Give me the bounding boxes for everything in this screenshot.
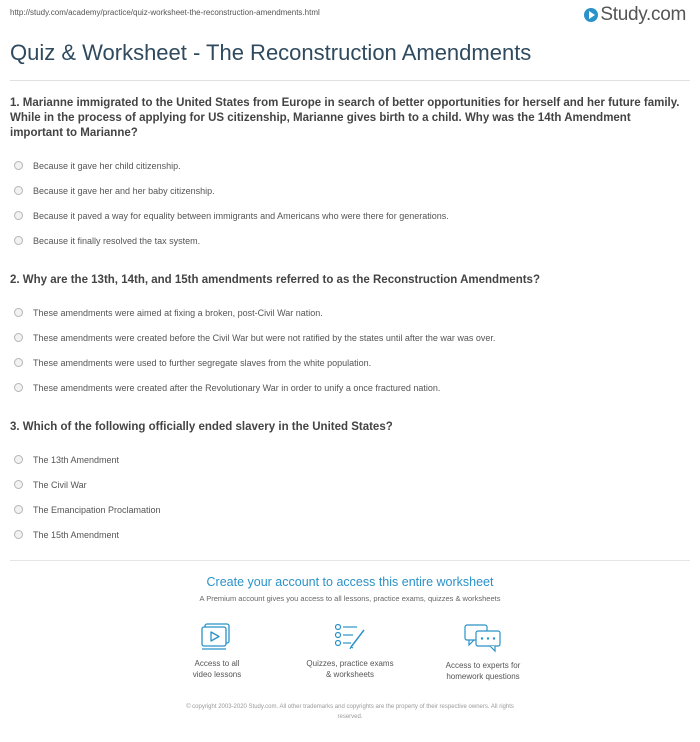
answer-option[interactable] (10, 350, 680, 375)
feature-label: homework questions (446, 672, 520, 681)
answer-option[interactable] (10, 375, 680, 400)
answer-label: The 15th Amendment (33, 529, 120, 540)
logo-text: Study.com (600, 4, 686, 25)
question-list (10, 96, 680, 567)
feature-label: & worksheets (325, 670, 375, 679)
radio-icon[interactable] (14, 308, 23, 317)
radio-icon[interactable] (14, 333, 23, 342)
play-logo-icon (584, 8, 598, 22)
answer-option[interactable] (10, 300, 680, 325)
answer-label: Because it gave her child citizenship. (33, 160, 181, 171)
answer-option[interactable] (10, 447, 680, 472)
answer-option[interactable] (10, 228, 680, 253)
copyright-text: © copyright 2003-2020 Study.com. All other trademarks and copyrights are the property of their respective owners. All rights (186, 704, 514, 710)
answer-label: Because it gave her and her baby citizenship. (33, 185, 215, 196)
radio-icon[interactable] (14, 480, 23, 489)
copyright-text: reserved. (337, 714, 363, 720)
answer-label: The 13th Amendment (33, 454, 120, 465)
feature-video-lessons (157, 622, 277, 680)
page-title: Quiz & Worksheet - The Reconstruction Amendments (10, 40, 532, 65)
radio-icon[interactable] (14, 358, 23, 367)
question-text: 3. Which of the following officially ended slavery in the United States? (10, 421, 393, 433)
study-logo[interactable] (584, 4, 686, 26)
answer-options (10, 447, 680, 547)
answer-label: Because it finally resolved the tax system. (33, 235, 201, 246)
section-divider (10, 560, 690, 561)
radio-icon[interactable] (14, 530, 23, 539)
answer-option[interactable] (10, 325, 680, 350)
copyright-footer (120, 702, 580, 722)
feature-label: Access to experts for (445, 661, 521, 670)
answer-label: These amendments were used to further segregate slaves from the white population. (33, 357, 372, 368)
answer-label: These amendments were created after the Revolutionary War in order to unify a once fractured nation. (33, 382, 441, 393)
premium-features (0, 622, 700, 692)
title-divider (10, 80, 690, 81)
video-lessons-icon (200, 622, 234, 652)
radio-icon[interactable] (14, 383, 23, 392)
feature-label: video lessons (192, 670, 242, 679)
answer-option[interactable] (10, 472, 680, 497)
feature-quizzes (290, 622, 410, 680)
top-bar (0, 0, 700, 30)
feature-label: Access to all (194, 659, 240, 668)
answer-option[interactable] (10, 203, 680, 228)
question-3 (10, 420, 680, 547)
question-text: 1. Marianne immigrated to the United States from Europe in search of better opportunities for herself and her future family. While in the process of applying for US citizenship, Marianne gives birth to a child. Why was the 14th Amendment important to Marianne? (10, 97, 680, 139)
answer-option[interactable] (10, 153, 680, 178)
premium-description: A Premium account gives you access to all lessons, practice exams, quizzes & worksheets (199, 594, 501, 603)
create-account-link[interactable]: Create your account to access this entire worksheet (206, 575, 494, 589)
answer-label: These amendments were created before the Civil War but were not ratified by the states until after the war was over. (33, 332, 496, 343)
answer-label: The Civil War (33, 479, 87, 490)
answer-label: Because it paved a way for equality between immigrants and Americans who were there for generations. (33, 210, 449, 221)
answer-label: These amendments were aimed at fixing a broken, post-Civil War nation. (33, 307, 323, 318)
radio-icon[interactable] (14, 455, 23, 464)
radio-icon[interactable] (14, 505, 23, 514)
question-2 (10, 273, 680, 400)
radio-icon[interactable] (14, 211, 23, 220)
question-text: 2. Why are the 13th, 14th, and 15th amendments referred to as the Reconstruction Amendments? (10, 274, 540, 286)
page-url: http://study.com/academy/practice/quiz-worksheet-the-reconstruction-amendments.html (10, 8, 320, 17)
answer-label: The Emancipation Proclamation (33, 504, 161, 515)
feature-label: Quizzes, practice exams (306, 659, 394, 668)
radio-icon[interactable] (14, 186, 23, 195)
answer-option[interactable] (10, 178, 680, 203)
experts-chat-icon (463, 622, 503, 654)
question-1 (10, 96, 680, 253)
answer-option[interactable] (10, 522, 680, 547)
answer-options (10, 153, 680, 253)
answer-options (10, 300, 680, 400)
quizzes-worksheets-icon (333, 622, 367, 652)
answer-option[interactable] (10, 497, 680, 522)
radio-icon[interactable] (14, 236, 23, 245)
radio-icon[interactable] (14, 161, 23, 170)
feature-experts (423, 622, 543, 682)
